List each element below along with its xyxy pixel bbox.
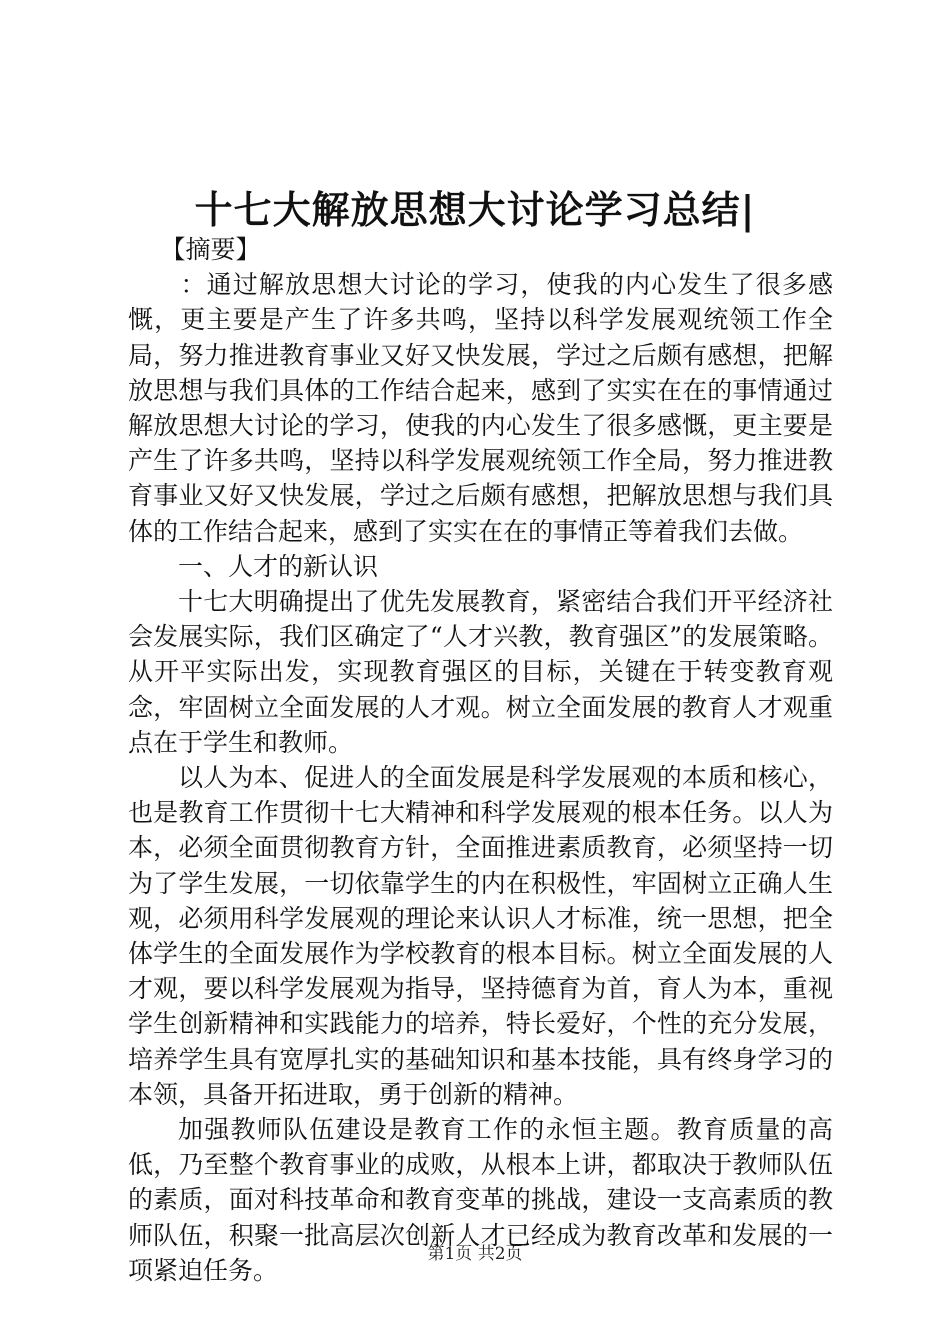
document-body bbox=[128, 232, 833, 1288]
abstract-text: ：通过解放思想大讨论的学习，使我的内心发生了很多感慨，更主要是产生了许多共鸣，坚持以科学发展观统领工作全局，努力推进教育事业又好又快发展，学过之后颇有感想，把解放思想与我们具体的工作结合起来，感到了实实在在的事情通过解放思想大讨论的学习，使我的内心发生了很多感慨，更主要是产生了许多共鸣，坚持以科学发展观统领工作全局，努力推进教育事业又好又快发展，学过之后颇有感想，把解放思想与我们具体的工作结合起来，感到了实实在在的事情正等着我们去做。 bbox=[128, 270, 833, 546]
section-heading: 一、人才的新认识 bbox=[178, 551, 379, 581]
paragraph: 十七大明确提出了优先发展教育，紧密结合我们开平经济社会发展实际，我们区确定了“人才兴教，教育强区”的发展策略。从开平实际出发，实现教育强区的目标，关键在于转变教育观念，牢固树立全面发展的人才观。树立全面发展的教育人才观重点在于学生和教师。 bbox=[128, 587, 833, 757]
page-title: 十七大解放思想大讨论学习总结| bbox=[194, 187, 756, 232]
paragraph: 以人为本、促进人的全面发展是科学发展观的本质和核心，也是教育工作贯彻十七大精神和科学发展观的根本任务。以人为本，必须全面贯彻教育方针，全面推进素质教育，必须坚持一切为了学生发展，一切依靠学生的内在积极性，牢固树立正确人生观，必须用科学发展观的理论来认识人才标准，统一思想，把全体学生的全面发展作为学校教育的根本目标。树立全面发展的人才观，要以科学发展观为指导，坚持德育为首，育人为本，重视学生创新精神和实践能力的培养，特长爱好，个性的充分发展，培养学生具有宽厚扎实的基础知识和基本技能，具有终身学习的本领，具备开拓进取，勇于创新的精神。 bbox=[128, 763, 833, 1109]
page-number-footer: 第1页 共2页 bbox=[427, 1244, 523, 1264]
paragraph: 加强教师队伍建设是教育工作的永恒主题。教育质量的高低，乃至整个教育事业的成败，从根本上讲，都取决于教师队伍的素质，面对科技革命和教育变革的挑战，建设一支高素质的教师队伍，积聚一批高层次创新人才已经成为教育改革和发展的一项紧迫任务。 bbox=[128, 1115, 833, 1285]
abstract-label: 【摘要】 bbox=[160, 235, 261, 264]
